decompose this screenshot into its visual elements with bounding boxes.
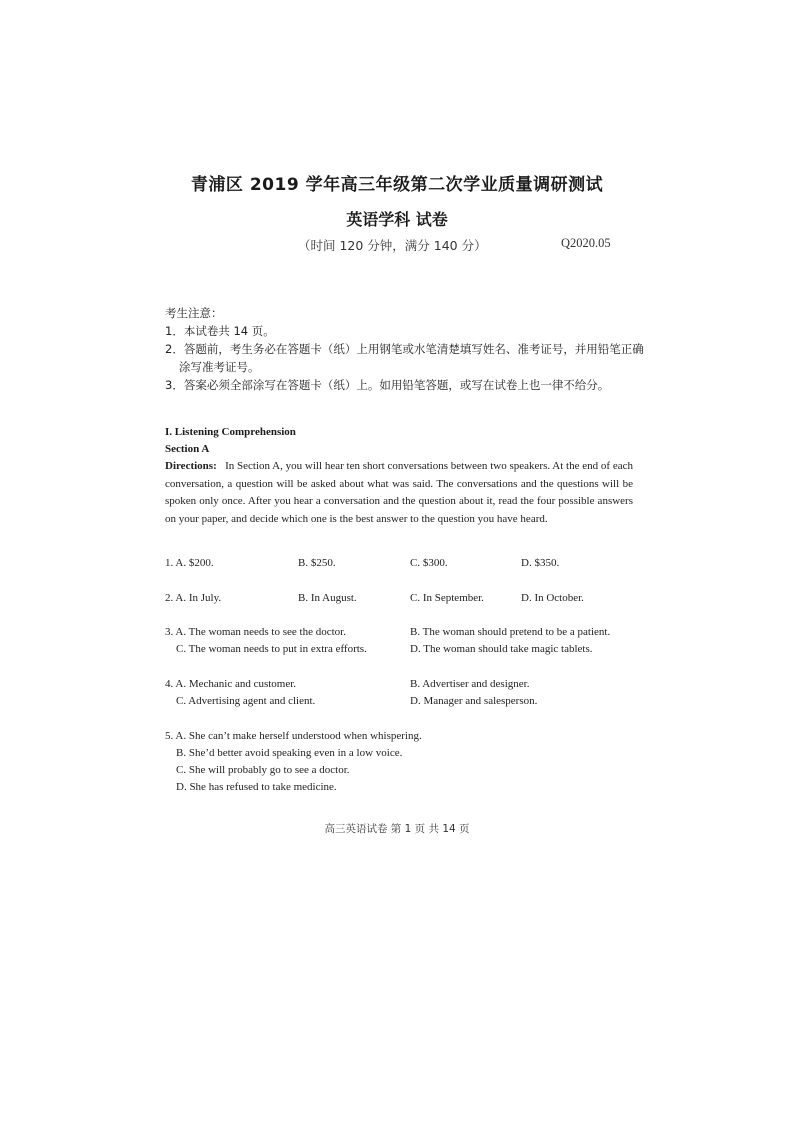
q3-option-a: 3. A. The woman needs to see the doctor.	[165, 626, 346, 638]
q2-option-b: B. In August.	[298, 592, 357, 604]
directions-label: Directions:	[165, 460, 217, 472]
q4-option-b: B. Advertiser and designer.	[410, 678, 530, 690]
exam-title: 青浦区 2019 学年高三年级第二次学业质量调研测试	[190, 175, 604, 195]
q1-option-c: C. $300.	[410, 557, 448, 569]
q1-option-b: B. $250.	[298, 557, 336, 569]
q3-option-b: B. The woman should pretend to be a patient.	[410, 626, 611, 638]
directions	[165, 458, 633, 528]
page-footer: 高三英语试卷 第 1 页 共 14 页	[324, 823, 470, 835]
q1-option-d: D. $350.	[521, 557, 560, 569]
q2-option-d: D. In October.	[521, 592, 584, 604]
time-info: （时间 120 分钟，满分 140 分）	[298, 238, 487, 253]
note-item: 2．答题前，考生务必在答题卡（纸）上用钢笔或水笔清楚填写姓名、准考证号，并用铅笔正确	[165, 342, 644, 356]
q1-option-a: 1. A. $200.	[165, 557, 214, 569]
note-item: 3．答案必须全部涂写在答题卡（纸）上。如用铅笔答题，或写在试卷上也一律不给分。	[165, 378, 610, 392]
q3-option-c: C. The woman needs to put in extra efforts.	[176, 643, 367, 655]
directions-text: In Section A, you will hear ten short conversations between two speakers. At the end of each conversation, a question will be asked about what was said. The conversations and the questions will be spoken only once. After you hear a conversation and the question about it, read the four possible answers on your paper, and decide which one is the best answer to the question you have heard.	[165, 460, 634, 525]
notes-heading: 考生注意：	[165, 306, 223, 320]
q2-option-a: 2. A. In July.	[165, 592, 222, 604]
section-title: Section A	[165, 443, 210, 455]
q4-option-c: C. Advertising agent and client.	[176, 695, 316, 707]
q5-option-d: D. She has refused to take medicine.	[176, 781, 337, 793]
q5-option-b: B. She’d better avoid speaking even in a low voice.	[176, 747, 403, 759]
q5-option-a: 5. A. She can’t make herself understood when whispering.	[165, 730, 422, 742]
exam-code: Q2020.05	[561, 236, 611, 250]
q4-option-d: D. Manager and salesperson.	[410, 695, 538, 707]
note-item: 1．本试卷共 14 页。	[165, 324, 275, 338]
q2-option-c: C. In September.	[410, 592, 484, 604]
part-title: I. Listening Comprehension	[165, 426, 296, 438]
note-item: 涂写准考证号。	[179, 360, 260, 374]
q5-option-c: C. She will probably go to see a doctor.	[176, 764, 350, 776]
candidate-notes	[165, 304, 645, 394]
q4-option-a: 4. A. Mechanic and customer.	[165, 678, 297, 690]
exam-subtitle: 英语学科 试卷	[346, 210, 448, 229]
q3-option-d: D. The woman should take magic tablets.	[410, 643, 593, 655]
